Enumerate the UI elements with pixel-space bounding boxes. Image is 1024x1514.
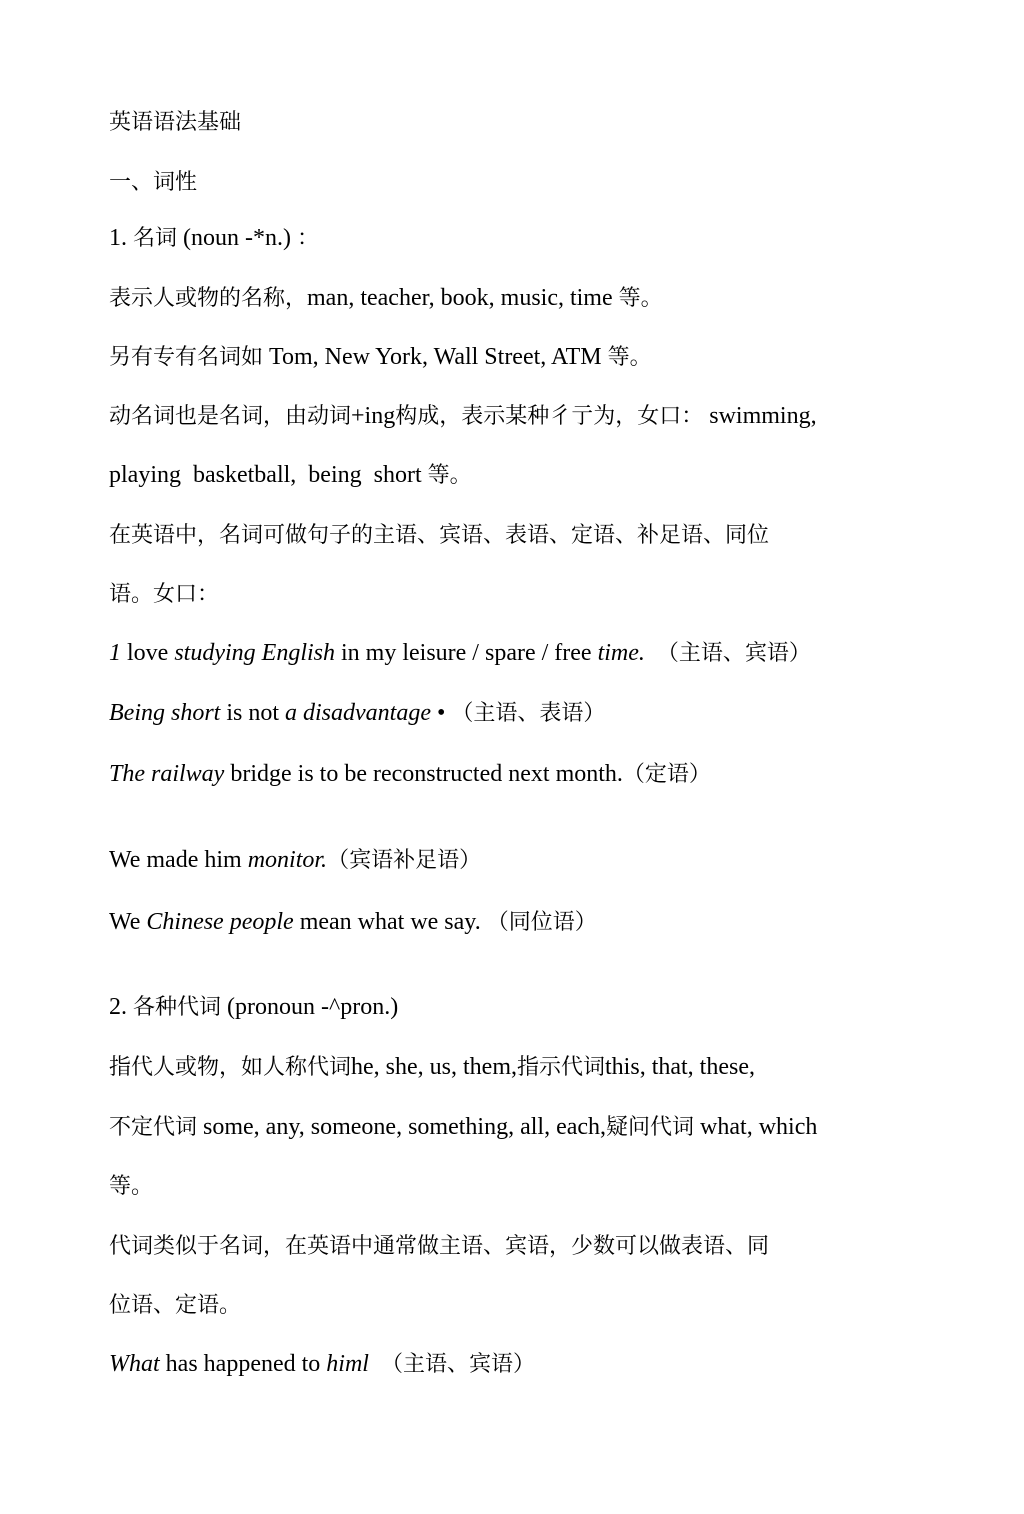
- ex1-c: studying English: [174, 640, 335, 666]
- pronoun-heading-cn: 各种代词: [133, 995, 222, 1020]
- pronoun-p2-cn-a: 不定代词: [109, 1115, 198, 1140]
- noun-example-4: [109, 844, 481, 876]
- noun-paragraph-6: 语。女口：: [109, 582, 220, 607]
- pronoun-p1-en-a: he, she, us, them,: [351, 1054, 517, 1080]
- ex1-a: 1: [109, 640, 121, 666]
- noun-p3-en-b: swimming,: [709, 403, 817, 429]
- ex1-b: love: [121, 640, 175, 666]
- ex2-role: （主语、表语）: [451, 701, 606, 726]
- ex5-role: （同位语）: [486, 910, 597, 935]
- noun-example-1: [109, 637, 811, 669]
- noun-p3-cn-b: 构成，表示某种彳亍为，女口：: [395, 404, 704, 429]
- ex4-role: （宾语补足语）: [327, 848, 482, 873]
- noun-paragraph-2: [109, 341, 652, 373]
- noun-p2-en: Tom, New York, Wall Street, ATM: [269, 344, 602, 370]
- pronoun-p2-en-a: some, any, someone, something, all, each,: [203, 1114, 607, 1140]
- pronoun-paragraph-3: 等。: [109, 1174, 154, 1199]
- noun-example-3: [109, 758, 711, 790]
- noun-p4-end: 等。: [427, 463, 472, 488]
- noun-paragraph-1: [109, 282, 663, 314]
- noun-p3-cn-a: 动名词也是名词，由动词: [109, 404, 352, 429]
- noun-paragraph-3: [109, 400, 817, 432]
- pronoun-heading-en: (pronoun -^pron.): [227, 994, 399, 1020]
- noun-heading-number: 1.: [109, 225, 127, 251]
- noun-heading: [109, 222, 319, 254]
- pronoun-paragraph-5: 位语、定语。: [109, 1293, 242, 1318]
- ex1-e: time.: [597, 640, 645, 666]
- ex1-role: （主语、宾语）: [656, 641, 811, 666]
- pronoun-p1-en-b: this, that, these,: [605, 1054, 755, 1080]
- pronoun-paragraph-4: 代词类似于名词，在英语中通常做主语、宾语，少数可以做表语、同: [109, 1234, 770, 1259]
- pronoun-paragraph-2: [109, 1111, 817, 1143]
- ex1-d: in my leisure / spare / free: [335, 640, 598, 666]
- ex3-b: bridge is to be reconstructed next month.: [224, 761, 623, 787]
- ex2-b: is not: [220, 700, 286, 726]
- pex1-b: has happened to: [159, 1351, 327, 1377]
- ex4-a: We made him: [109, 847, 248, 873]
- pex1-a: What: [109, 1351, 160, 1377]
- ex2-c: a disadvantage: [285, 700, 431, 726]
- ex4-b: monitor.: [247, 847, 328, 873]
- ex3-a: The railway: [109, 761, 225, 787]
- ex2-d: •: [431, 700, 452, 726]
- noun-heading-en: (noun -*n.): [183, 225, 291, 251]
- noun-heading-colon: ：: [297, 226, 320, 251]
- pronoun-p2-cn-b: 疑问代词: [606, 1115, 695, 1140]
- ex5-b: Chinese people: [146, 909, 294, 935]
- ex2-a: Being short: [109, 700, 221, 726]
- noun-p1-end: 等。: [618, 286, 663, 311]
- pronoun-p1-cn-a: 指代人或物，如人称代词: [109, 1055, 352, 1080]
- noun-p1-cn: 表示人或物的名称，: [109, 286, 308, 311]
- ex5-a: We: [109, 909, 147, 935]
- pronoun-p2-en-b: what, which: [700, 1114, 818, 1140]
- noun-p2-cn: 另有专有名词如: [109, 345, 264, 370]
- noun-p4-en: playing basketball, being short: [109, 462, 422, 488]
- pronoun-paragraph-1: [109, 1051, 755, 1083]
- pronoun-heading-number: 2.: [109, 994, 127, 1020]
- noun-paragraph-5: 在英语中，名词可做句子的主语、宾语、表语、定语、补足语、同位: [109, 523, 770, 548]
- noun-example-2: [109, 697, 605, 729]
- section-heading-parts-of-speech: 一、词性: [109, 170, 198, 195]
- noun-heading-cn: 名词: [133, 226, 178, 251]
- ex5-c: mean what we say.: [293, 909, 481, 935]
- doc-title: 英语语法基础: [109, 110, 242, 135]
- noun-p1-en: man, teacher, book, music, time: [307, 285, 613, 311]
- noun-p3-en-a: +ing: [351, 403, 396, 429]
- pronoun-p1-cn-b: 指示代词: [517, 1055, 606, 1080]
- pex1-c: himl: [326, 1351, 369, 1377]
- pronoun-heading: [109, 991, 398, 1023]
- noun-paragraph-4: [109, 459, 472, 491]
- pex1-role: （主语、宾语）: [380, 1352, 535, 1377]
- noun-example-5: [109, 906, 597, 938]
- pronoun-example-1: [109, 1348, 535, 1380]
- noun-p2-end: 等。: [607, 345, 652, 370]
- ex3-role: （定语）: [622, 762, 711, 787]
